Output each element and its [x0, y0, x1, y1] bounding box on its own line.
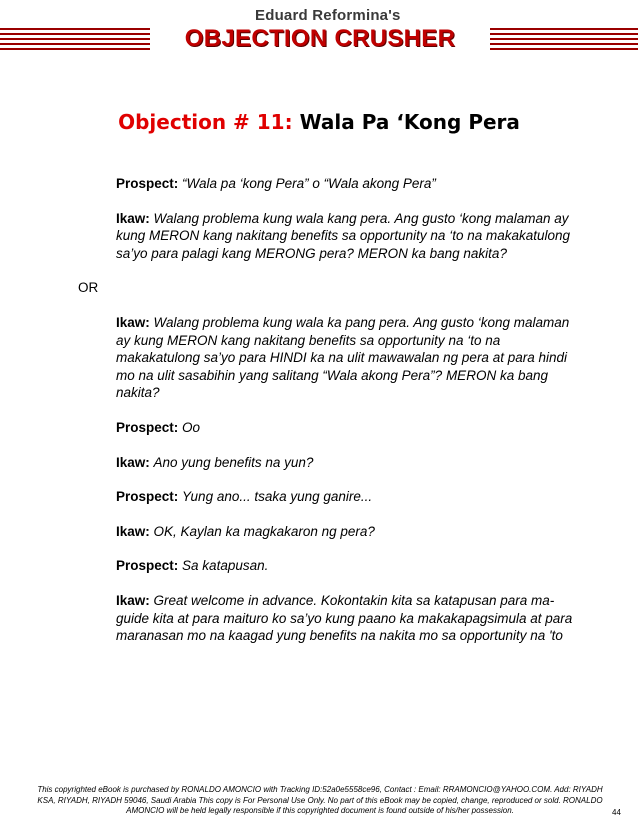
speech-text: “Wala pa ‘kong Pera” o “Wala akong Pera” — [182, 176, 436, 191]
dialogue-line — [116, 175, 586, 193]
speech-text: OK, Kaylan ka magkakaron ng pera? — [153, 523, 375, 539]
speaker-label: Ikaw: — [116, 523, 150, 539]
speech-text: Ano yung benefits na yun? — [153, 454, 314, 470]
dialogue-line — [116, 210, 586, 263]
dialogue-line — [116, 557, 586, 575]
speaker-label: Ikaw: — [116, 210, 150, 226]
speaker-label: Ikaw: — [116, 592, 150, 608]
header-banner — [0, 0, 638, 60]
speaker-label: Prospect: — [116, 419, 179, 435]
dialogue-line — [116, 488, 586, 506]
dialogue-line — [116, 454, 586, 472]
page-number: 44 — [612, 808, 621, 817]
speaker-label: Ikaw: — [116, 314, 150, 330]
dialogue-line — [116, 592, 586, 645]
objection-number: Objection # 11: — [118, 110, 293, 134]
speech-text: Great welcome in advance. Kokontakin kita sa katapusan para ma-guide kita at para maituro ko sa’yo kung paano ka makakapagsimula at para maranasan mo na kaagad yung benefits na nakita mo sa opportunity na 'to — [116, 592, 573, 644]
speaker-label: Prospect: — [116, 558, 179, 574]
dialogue-line — [116, 314, 586, 402]
speech-text: Walang problema kung wala kang pera. Ang gusto ‘kong malaman ay kung MERON kang nakitang benefits sa opportunity na ‘to na makakatulong sa’yo para palagi kang MERONG pera? MERON ka bang nakita? — [116, 210, 571, 261]
speech-text: Yung ano... tsaka yung ganire... — [182, 489, 373, 505]
objection-topic: Wala Pa ‘Kong Pera — [299, 110, 520, 134]
header-title: OBJECTION CRUSHER — [150, 24, 490, 54]
speech-text: Oo — [182, 419, 201, 435]
dialogue-line — [116, 419, 586, 437]
speaker-label: Prospect: — [116, 176, 179, 191]
speaker-label: Prospect: — [116, 489, 179, 505]
or-divider: OR — [78, 280, 99, 296]
header-author: Eduard Reformina's — [255, 7, 401, 24]
objection-heading — [0, 110, 638, 134]
speaker-label: Ikaw: — [116, 454, 150, 470]
dialogue — [78, 175, 586, 662]
header-stripes-left — [0, 28, 150, 50]
dialogue-line — [116, 523, 586, 541]
speech-text: Sa katapusan. — [182, 558, 269, 574]
copyright-notice: This copyrighted eBook is purchased by RONALDO AMONCIO with Tracking ID:52a0e5558ce96, Contact : Email: RRAMONCIO@YAHOO.COM. Add: RIYADH KSA, RIYADH, RIYADH 59046, Saudi Arabia This copy is For Personal Use Only. No part of this eBook may be copied, change, reproduced or sold. RONALDO AMONCIO will be held legally responsible if this copyrighted document is found outside of his/her possession. — [37, 785, 603, 815]
speech-text: Walang problema kung wala ka pang pera. Ang gusto ‘kong malaman ay kung MERON kang nakitang benefits sa opportunity na ‘to na makakatulong sa’yo para HINDI ka na ulit mawawalan ng pera at para hindi mo na ulit sasabihin yang salitang “Wala akong Pera”? MERON ka bang nakita? — [116, 314, 570, 401]
header-stripes-right — [490, 28, 638, 50]
